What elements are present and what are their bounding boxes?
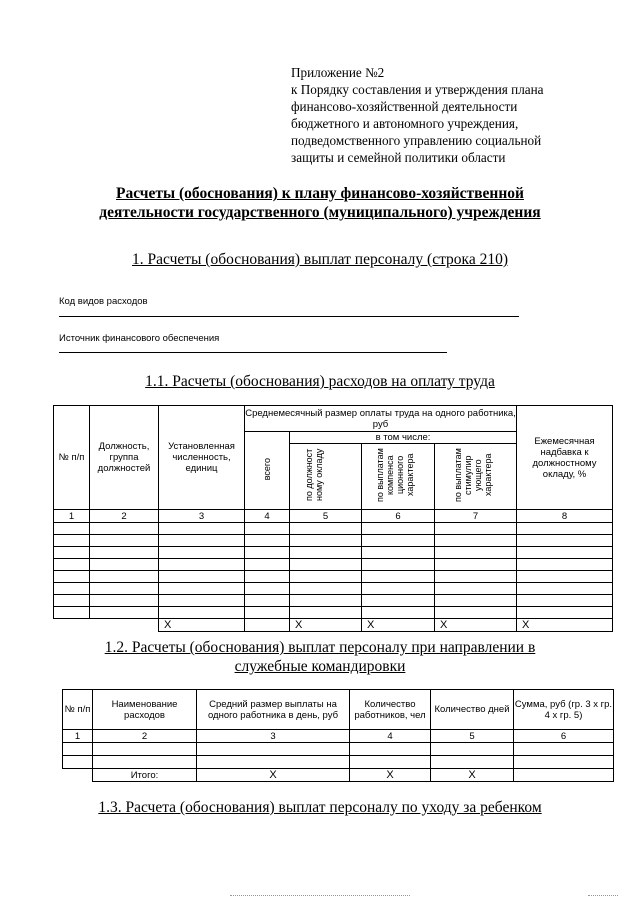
- table-row: [54, 607, 613, 619]
- cell[interactable]: [159, 607, 245, 619]
- cell[interactable]: [54, 571, 90, 583]
- cell[interactable]: [435, 535, 517, 547]
- cell[interactable]: [90, 607, 159, 619]
- column-number: 3: [197, 730, 350, 743]
- column-number-row: [63, 730, 614, 743]
- cell[interactable]: [245, 571, 290, 583]
- cell[interactable]: [362, 571, 435, 583]
- cell[interactable]: [435, 583, 517, 595]
- appendix-line: бюджетного и автономного учреждения,: [291, 116, 519, 131]
- header-sum: Сумма, руб (гр. 3 х гр. 4 х гр. 5): [514, 690, 614, 730]
- section-1-title: 1. Расчеты (обоснования) выплат персоналу (строка 210): [132, 251, 508, 268]
- cell[interactable]: [245, 619, 290, 632]
- cell[interactable]: [290, 595, 362, 607]
- cell[interactable]: [54, 559, 90, 571]
- appendix-line: к Порядку составления и утверждения плана: [291, 82, 544, 97]
- cell[interactable]: [514, 756, 614, 769]
- total-mark: X: [431, 769, 514, 782]
- funding-source-label: Источник финансового обеспечения: [59, 333, 220, 344]
- header-by-incentive: по выплатам стимулир ующего характера: [452, 448, 493, 502]
- cell[interactable]: [350, 743, 431, 756]
- cell[interactable]: [197, 756, 350, 769]
- cell[interactable]: [159, 559, 245, 571]
- blank-cell: [63, 769, 93, 782]
- column-number-row: [54, 510, 613, 523]
- cell[interactable]: [159, 571, 245, 583]
- table-row: [54, 547, 613, 559]
- header-avg-salary: Среднемесячный размер оплаты труда на одного работника, руб: [245, 407, 516, 430]
- total-row: [54, 619, 613, 632]
- cell[interactable]: [159, 583, 245, 595]
- header-avg-payment: Средний размер выплаты на одного работника в день, руб: [197, 690, 350, 730]
- header-by-incentive-cell: [435, 444, 517, 510]
- business-trip-table: [62, 689, 614, 782]
- cell[interactable]: [290, 571, 362, 583]
- cell[interactable]: [362, 583, 435, 595]
- cell[interactable]: [514, 769, 614, 782]
- column-number: 7: [435, 510, 517, 523]
- total-mark: X: [517, 619, 613, 632]
- cell[interactable]: [435, 571, 517, 583]
- expense-code-label: Код видов расходов: [59, 296, 148, 307]
- cell[interactable]: [362, 559, 435, 571]
- appendix-line: Приложение №2: [291, 65, 385, 80]
- cell[interactable]: [159, 547, 245, 559]
- cell[interactable]: [350, 756, 431, 769]
- cell[interactable]: [290, 559, 362, 571]
- cell[interactable]: [63, 756, 93, 769]
- cell[interactable]: [290, 583, 362, 595]
- cell[interactable]: [517, 547, 613, 559]
- column-number: 1: [63, 730, 93, 743]
- scan-artifact: [588, 895, 618, 896]
- cell[interactable]: [435, 547, 517, 559]
- column-number: 6: [362, 510, 435, 523]
- document-title-line: деятельности государственного (муниципального) учреждения: [99, 204, 541, 221]
- cell[interactable]: [290, 535, 362, 547]
- cell[interactable]: [517, 559, 613, 571]
- appendix-line: подведомственного управлению социальной: [291, 133, 542, 148]
- section-1-2-title-line: 1.2. Расчеты (обоснования) выплат персоналу при направлении в: [104, 639, 536, 656]
- total-mark: X: [197, 769, 350, 782]
- cell[interactable]: [159, 595, 245, 607]
- cell[interactable]: [90, 535, 159, 547]
- cell[interactable]: [362, 547, 435, 559]
- appendix-line: финансово-хозяйственной деятельности: [291, 99, 518, 114]
- cell[interactable]: [514, 743, 614, 756]
- header-headcount: Установленная численность, единиц: [159, 406, 245, 510]
- appendix-line: защиты и семейной политики области: [291, 150, 506, 165]
- column-number: 8: [517, 510, 613, 523]
- salary-table: [53, 405, 613, 632]
- cell[interactable]: [54, 547, 90, 559]
- total-label: Итого:: [93, 769, 197, 782]
- document-title: [20, 184, 620, 222]
- table-row: [54, 559, 613, 571]
- funding-source-line: [59, 352, 447, 353]
- table-row: [54, 571, 613, 583]
- total-mark: X: [435, 619, 517, 632]
- total-mark: X: [290, 619, 362, 632]
- column-number: 4: [245, 510, 290, 523]
- cell[interactable]: [54, 535, 90, 547]
- header-allowance: Ежемесячная надбавка к должностному окладу, %: [517, 406, 613, 510]
- table-row: [54, 535, 613, 547]
- header-total-cell: [245, 432, 290, 510]
- cell[interactable]: [290, 523, 362, 535]
- cell[interactable]: [90, 583, 159, 595]
- section-1-2-title: [20, 638, 620, 676]
- cell[interactable]: [362, 523, 435, 535]
- cell[interactable]: [245, 547, 290, 559]
- cell[interactable]: [90, 559, 159, 571]
- cell[interactable]: [54, 523, 90, 535]
- cell[interactable]: [362, 595, 435, 607]
- cell[interactable]: [517, 571, 613, 583]
- cell[interactable]: [435, 523, 517, 535]
- total-mark: X: [362, 619, 435, 632]
- cell[interactable]: [517, 595, 613, 607]
- cell[interactable]: [517, 523, 613, 535]
- table-row: [54, 595, 613, 607]
- section-1-2-title-line: служебные командировки: [234, 658, 406, 675]
- cell[interactable]: [245, 595, 290, 607]
- cell[interactable]: [517, 535, 613, 547]
- cell[interactable]: [54, 583, 90, 595]
- column-number: 6: [514, 730, 614, 743]
- document-title-line: Расчеты (обоснования) к плану финансово-хозяйственной: [116, 185, 524, 202]
- header-by-compensation: по выплатам компенса ционного характера: [375, 448, 415, 502]
- expense-code-line: [59, 316, 519, 317]
- cell[interactable]: [54, 595, 90, 607]
- table-row: [63, 743, 614, 756]
- cell[interactable]: [90, 595, 159, 607]
- table-row: [63, 756, 614, 769]
- cell[interactable]: [245, 535, 290, 547]
- header-expense-name: Наименование расходов: [93, 690, 197, 730]
- column-number: 5: [431, 730, 514, 743]
- scan-artifact: [230, 895, 410, 896]
- cell[interactable]: [290, 607, 362, 619]
- total-mark: X: [159, 619, 245, 632]
- cell[interactable]: [435, 607, 517, 619]
- column-number: 5: [290, 510, 362, 523]
- header-num: № п/п: [63, 690, 93, 730]
- cell[interactable]: [159, 523, 245, 535]
- section-1-3-title: 1.3. Расчета (обоснования) выплат персоналу по уходу за ребенком: [98, 799, 542, 816]
- header-num: № п/п: [54, 406, 90, 510]
- cell[interactable]: [245, 583, 290, 595]
- cell[interactable]: [362, 607, 435, 619]
- cell[interactable]: [197, 743, 350, 756]
- cell[interactable]: [245, 559, 290, 571]
- header-by-compensation-cell: [362, 444, 435, 510]
- table-row: [54, 523, 613, 535]
- cell[interactable]: [431, 743, 514, 756]
- cell[interactable]: [435, 595, 517, 607]
- appendix-note: [291, 64, 621, 166]
- cell[interactable]: [431, 756, 514, 769]
- table-row: [54, 583, 613, 595]
- header-total: всего: [262, 457, 272, 481]
- total-row: [63, 769, 614, 782]
- cell[interactable]: [54, 607, 90, 619]
- cell[interactable]: [517, 607, 613, 619]
- header-including: в том числе:: [290, 432, 517, 444]
- cell[interactable]: [290, 547, 362, 559]
- cell[interactable]: [93, 743, 197, 756]
- header-by-salary-cell: [290, 444, 362, 510]
- cell[interactable]: [90, 571, 159, 583]
- header-workers: Количество работников, чел: [350, 690, 431, 730]
- cell[interactable]: [517, 583, 613, 595]
- cell[interactable]: [93, 756, 197, 769]
- section-1-1-title: 1.1. Расчеты (обоснования) расходов на оплату труда: [145, 373, 495, 390]
- cell[interactable]: [362, 535, 435, 547]
- header-by-salary: по должност ному окладу: [303, 448, 324, 502]
- cell[interactable]: [435, 559, 517, 571]
- column-number: 4: [350, 730, 431, 743]
- cell[interactable]: [245, 607, 290, 619]
- blank-cell: [54, 619, 90, 632]
- total-mark: X: [350, 769, 431, 782]
- blank-cell: [90, 619, 159, 632]
- column-number: 1: [54, 510, 90, 523]
- header-days: Количество дней: [431, 690, 514, 730]
- cell[interactable]: [245, 523, 290, 535]
- cell[interactable]: [90, 547, 159, 559]
- cell[interactable]: [159, 535, 245, 547]
- column-number: 2: [93, 730, 197, 743]
- column-number: 2: [90, 510, 159, 523]
- header-position: Должность, группа должностей: [90, 406, 159, 510]
- column-number: 3: [159, 510, 245, 523]
- cell[interactable]: [90, 523, 159, 535]
- cell[interactable]: [63, 743, 93, 756]
